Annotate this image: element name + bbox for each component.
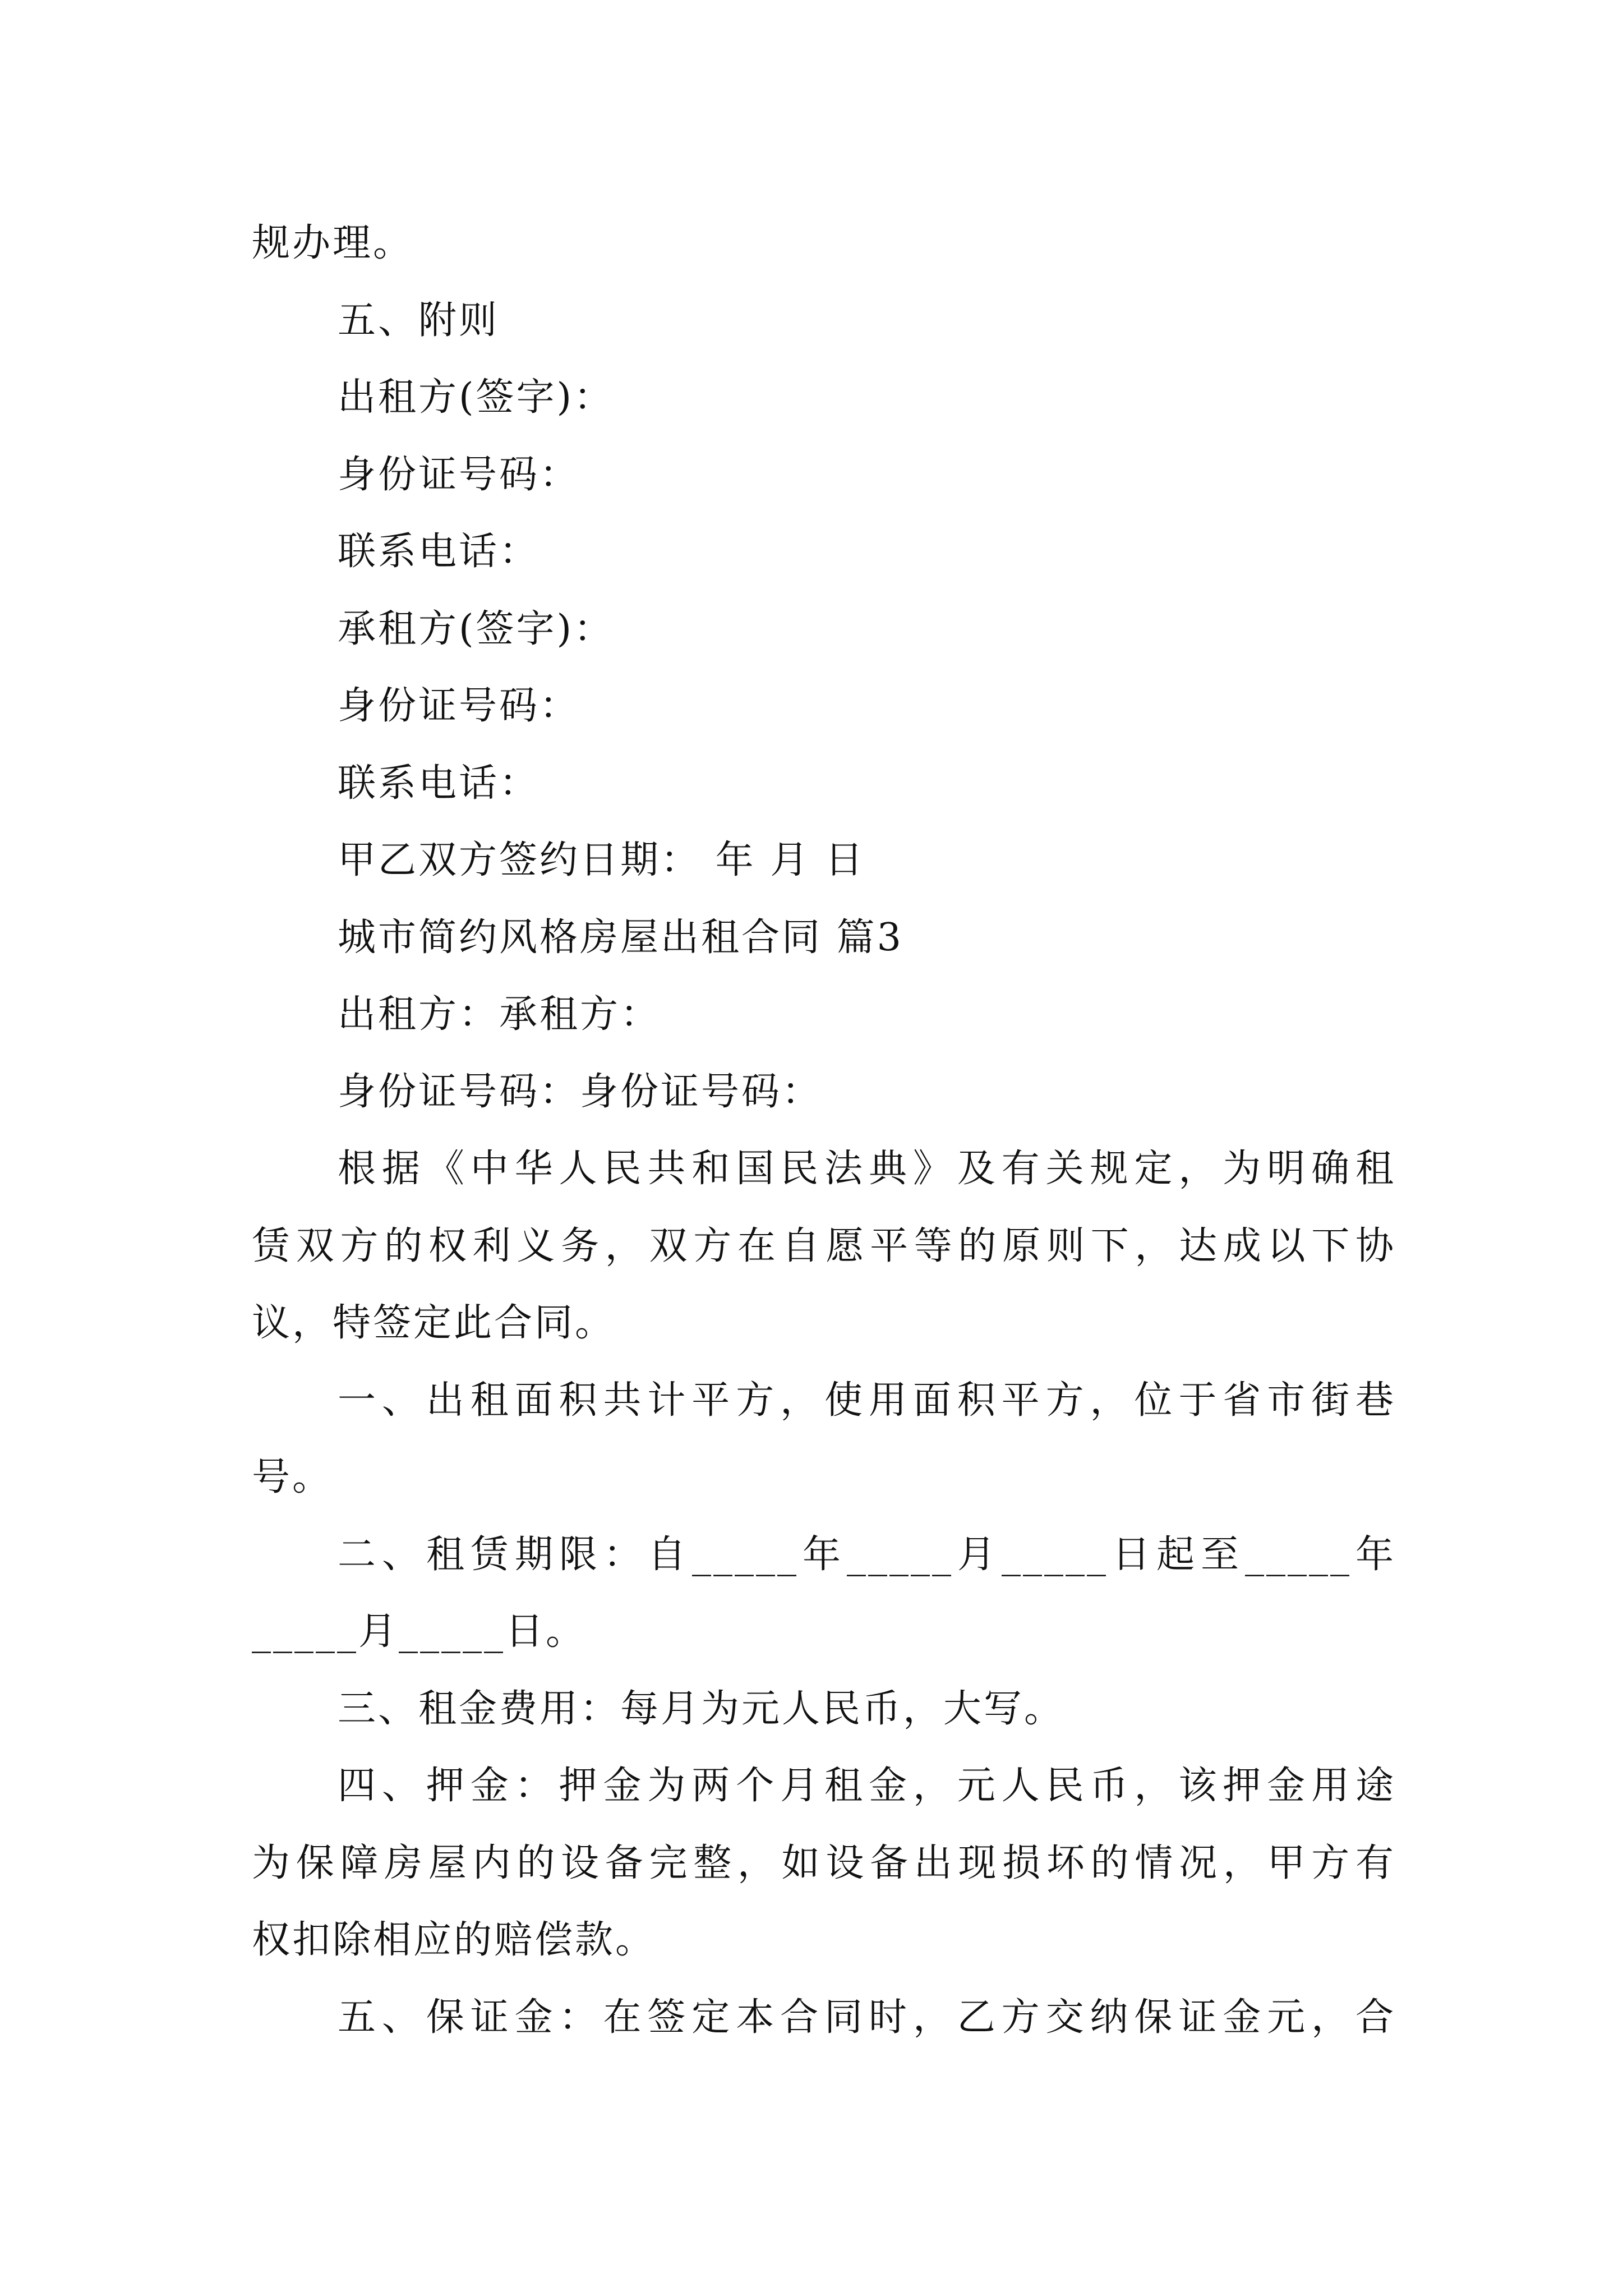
document-line: 出租方：承租方：: [338, 992, 661, 1037]
document-line: 联系电话：: [338, 761, 540, 806]
document-line: 四、押金：押金为两个月租金，元人民币，该押金用途: [338, 1764, 1396, 1808]
document-line: 权扣除相应的赔偿款。: [252, 1918, 656, 1962]
document-line: 五、保证金：在签定本合同时，乙方交纳保证金元，合: [338, 1995, 1396, 2040]
document-line: 号。: [252, 1455, 333, 1499]
document-line: 联系电话：: [338, 530, 540, 574]
document-line: 五、附则: [338, 298, 500, 343]
document-line: 规办理。: [252, 221, 414, 265]
document-line: 城市简约风格房屋出租合同 篇3: [338, 915, 903, 960]
document-line: 根据《中华人民共和国民法典》及有关规定，为明确租: [338, 1147, 1396, 1191]
document-line: 赁双方的权利义务，双方在自愿平等的原则下，达成以下协: [252, 1223, 1396, 1268]
document-line: 出租方(签字)：: [338, 375, 615, 420]
document-line: 身份证号码：: [338, 452, 580, 497]
document-line: 身份证号码：: [338, 684, 580, 728]
document-line: 承租方(签字)：: [338, 606, 615, 651]
document-line: 为保障房屋内的设备完整，如设备出现损坏的情况，甲方有: [252, 1841, 1396, 1885]
document-line: 一、出租面积共计平方，使用面积平方，位于省市街巷: [338, 1378, 1396, 1423]
document-line: 身份证号码：身份证号码：: [338, 1069, 823, 1114]
document-line: 议，特签定此合同。: [252, 1301, 616, 1345]
document-body: [252, 205, 1396, 2056]
document-line: _____月_____日。: [252, 1609, 587, 1654]
document-line: 三、租金费用：每月为元人民币，大写。: [338, 1686, 1065, 1731]
document-line: 二、租赁期限：自_____年_____月_____日起至_____年: [338, 1532, 1396, 1577]
document-line: 甲乙双方签约日期： 年 月 日: [338, 838, 865, 882]
